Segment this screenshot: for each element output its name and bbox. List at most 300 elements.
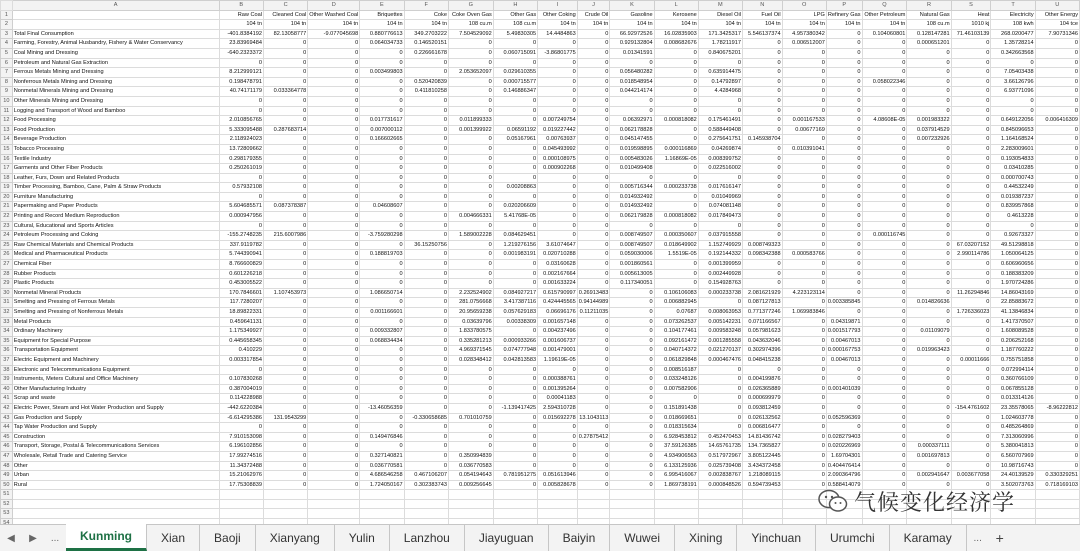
data-cell[interactable]: 0 — [493, 432, 537, 442]
data-cell[interactable]: 104 tn — [862, 20, 907, 30]
data-cell[interactable]: 0 — [907, 231, 951, 241]
data-cell[interactable]: 3.417387116 — [493, 298, 537, 308]
data-cell[interactable]: 0 — [782, 336, 826, 346]
data-cell[interactable]: 0 — [1035, 231, 1079, 241]
data-cell[interactable]: -8.96222812 — [1035, 403, 1079, 413]
data-cell[interactable]: 0 — [493, 116, 537, 126]
row-header[interactable]: 36 — [1, 346, 13, 356]
data-cell[interactable]: 0 — [538, 87, 578, 97]
data-cell[interactable]: 0 — [1035, 365, 1079, 375]
row-label-cell[interactable]: Garments and Other Fiber Products — [12, 164, 219, 174]
data-cell[interactable]: 0.104060801 — [862, 29, 907, 39]
data-cell[interactable] — [448, 509, 493, 519]
data-cell[interactable]: 0 — [263, 240, 307, 250]
data-cell[interactable]: 3.61074647 — [538, 240, 578, 250]
data-cell[interactable] — [404, 490, 448, 500]
data-cell[interactable]: 36.15250756 — [404, 240, 448, 250]
data-cell[interactable]: 0 — [826, 192, 862, 202]
data-cell[interactable]: 0 — [1035, 298, 1079, 308]
row-label-cell[interactable]: Plastic Products — [12, 279, 219, 289]
data-cell[interactable] — [404, 499, 448, 509]
data-cell[interactable]: 0 — [448, 375, 493, 385]
data-cell[interactable]: 0 — [951, 212, 991, 222]
data-cell[interactable]: 0.003385845 — [826, 298, 862, 308]
data-cell[interactable]: 0.017731617 — [360, 116, 404, 126]
data-cell[interactable]: 0.017616147 — [698, 183, 742, 193]
data-cell[interactable]: 7.90731346 — [1035, 29, 1079, 39]
data-cell[interactable]: 0 — [782, 384, 826, 394]
data-cell[interactable]: 14.86043169 — [991, 288, 1035, 298]
data-cell[interactable]: 0.061829848 — [654, 355, 698, 365]
data-cell[interactable]: 1.086650714 — [360, 288, 404, 298]
data-cell[interactable]: 0 — [404, 269, 448, 279]
row-header[interactable]: 46 — [1, 442, 13, 452]
data-cell[interactable]: 0 — [538, 451, 578, 461]
data-cell[interactable]: 0.001860561 — [610, 260, 654, 270]
data-cell[interactable]: 0 — [826, 308, 862, 318]
data-cell[interactable]: 0 — [743, 154, 783, 164]
data-cell[interactable] — [219, 499, 263, 509]
row-label-cell[interactable]: Food Production — [12, 125, 219, 135]
data-cell[interactable]: 0.009256645 — [448, 480, 493, 490]
row-header[interactable]: 14 — [1, 135, 13, 145]
data-cell[interactable]: 0 — [1035, 432, 1079, 442]
data-cell[interactable]: 0 — [826, 288, 862, 298]
data-cell[interactable]: 2.010856765 — [219, 116, 263, 126]
row-header[interactable]: 11 — [1, 106, 13, 116]
data-cell[interactable]: 0 — [826, 125, 862, 135]
data-cell[interactable]: Other Washed Coal — [308, 10, 360, 20]
data-cell[interactable]: 0 — [577, 125, 610, 135]
data-cell[interactable]: 0.001517793 — [826, 327, 862, 337]
data-cell[interactable]: 0 — [1035, 451, 1079, 461]
data-cell[interactable]: 0 — [782, 135, 826, 145]
data-cell[interactable]: 0 — [610, 423, 654, 433]
data-cell[interactable]: Other Petroleum — [862, 10, 907, 20]
data-cell[interactable]: 0.781951275 — [493, 471, 537, 481]
data-cell[interactable]: 0.036770583 — [448, 461, 493, 471]
data-cell[interactable]: 0 — [219, 221, 263, 231]
data-cell[interactable]: 0 — [538, 231, 578, 241]
row-header[interactable]: 41 — [1, 394, 13, 404]
column-header-I[interactable]: I — [538, 1, 578, 11]
data-cell[interactable]: 0.649122056 — [991, 116, 1035, 126]
data-cell[interactable]: 0 — [951, 279, 991, 289]
data-cell[interactable]: 0.003677058 — [951, 471, 991, 481]
data-cell[interactable]: 0 — [743, 231, 783, 241]
data-cell[interactable]: 0.001983191 — [493, 250, 537, 260]
data-cell[interactable]: 23.83969484 — [219, 39, 263, 49]
data-cell[interactable]: 0 — [263, 212, 307, 222]
data-cell[interactable]: 0 — [698, 96, 742, 106]
tab-more-right[interactable]: ... — [973, 532, 982, 544]
data-cell[interactable]: 0 — [308, 432, 360, 442]
data-cell[interactable]: 0 — [782, 68, 826, 78]
data-cell[interactable]: 22.85883672 — [991, 298, 1035, 308]
data-cell[interactable]: 0 — [1035, 308, 1079, 318]
data-cell[interactable]: 349.2703222 — [404, 29, 448, 39]
row-header[interactable]: 50 — [1, 480, 13, 490]
data-cell[interactable]: 0 — [577, 480, 610, 490]
data-cell[interactable]: 0 — [862, 144, 907, 154]
data-cell[interactable]: 0.002838767 — [698, 471, 742, 481]
data-cell[interactable]: 8.766600829 — [219, 260, 263, 270]
data-cell[interactable]: 337.9119782 — [219, 240, 263, 250]
data-cell[interactable]: Natural Gas — [907, 10, 951, 20]
data-cell[interactable]: 6.93771096 — [991, 87, 1035, 97]
data-cell[interactable]: 0 — [360, 144, 404, 154]
data-cell[interactable]: 0 — [493, 39, 537, 49]
data-cell[interactable]: 0 — [360, 240, 404, 250]
data-cell[interactable]: 0 — [951, 125, 991, 135]
data-cell[interactable]: 0.001395264 — [538, 384, 578, 394]
data-cell[interactable]: 0 — [698, 413, 742, 423]
data-cell[interactable]: 0 — [610, 480, 654, 490]
data-cell[interactable]: 0 — [493, 442, 537, 452]
data-cell[interactable]: 0 — [577, 87, 610, 97]
data-cell[interactable]: 0 — [493, 260, 537, 270]
data-cell[interactable]: 0 — [1035, 327, 1079, 337]
data-cell[interactable]: 0 — [493, 269, 537, 279]
data-cell[interactable]: 0 — [907, 183, 951, 193]
data-cell[interactable]: 13.1043113 — [577, 413, 610, 423]
data-cell[interactable]: 0.11211035 — [577, 308, 610, 318]
data-cell[interactable]: 0 — [743, 96, 783, 106]
row-label-cell[interactable]: Leather, Furs, Down and Related Products — [12, 173, 219, 183]
data-cell[interactable]: 134.7365827 — [743, 442, 783, 452]
data-cell[interactable]: 0 — [951, 317, 991, 327]
data-cell[interactable]: 0.000651201 — [907, 39, 951, 49]
data-cell[interactable]: 0 — [308, 231, 360, 241]
data-cell[interactable]: 0 — [404, 58, 448, 68]
sheet-tab-wuwei[interactable]: Wuwei — [610, 525, 675, 551]
data-cell[interactable]: 0 — [308, 96, 360, 106]
data-cell[interactable]: 0.701010759 — [448, 413, 493, 423]
data-cell[interactable]: 71.46103139 — [951, 29, 991, 39]
data-cell[interactable]: 0 — [538, 173, 578, 183]
data-cell[interactable]: 0 — [782, 240, 826, 250]
data-cell[interactable]: 0 — [448, 423, 493, 433]
data-cell[interactable]: 0 — [654, 87, 698, 97]
data-cell[interactable]: 0.003317854 — [219, 355, 263, 365]
data-cell[interactable]: 3.434372458 — [743, 461, 783, 471]
data-cell[interactable]: 0.019227442 — [538, 125, 578, 135]
data-cell[interactable]: 0.145938704 — [743, 135, 783, 145]
data-cell[interactable]: 0 — [308, 48, 360, 58]
data-cell[interactable]: 0 — [448, 221, 493, 231]
data-cell[interactable]: 0 — [448, 135, 493, 145]
data-cell[interactable]: 0 — [782, 327, 826, 337]
row-header[interactable]: 25 — [1, 240, 13, 250]
data-cell[interactable]: 0 — [907, 212, 951, 222]
data-cell[interactable]: 0 — [493, 96, 537, 106]
data-cell[interactable]: 0.001401039 — [826, 384, 862, 394]
data-cell[interactable]: 0 — [360, 260, 404, 270]
data-cell[interactable]: 6.995416067 — [654, 471, 698, 481]
data-cell[interactable]: 0 — [448, 144, 493, 154]
data-cell[interactable]: 0 — [448, 202, 493, 212]
data-cell[interactable]: 0 — [907, 173, 951, 183]
data-cell[interactable]: 0 — [308, 135, 360, 145]
data-cell[interactable]: 0 — [862, 87, 907, 97]
row-header[interactable]: 40 — [1, 384, 13, 394]
column-header-K[interactable]: K — [610, 1, 654, 11]
data-cell[interactable]: -3.759280298 — [360, 231, 404, 241]
data-cell[interactable]: 0 — [743, 125, 783, 135]
column-header-O[interactable]: O — [782, 1, 826, 11]
data-cell[interactable]: 0 — [610, 471, 654, 481]
data-cell[interactable]: 0 — [610, 432, 654, 442]
data-cell[interactable]: 0 — [826, 68, 862, 78]
data-cell[interactable]: 0 — [743, 87, 783, 97]
data-cell[interactable]: 268.0200477 — [991, 29, 1035, 39]
data-cell[interactable]: 104 tn — [743, 20, 783, 30]
data-cell[interactable]: 0.302974396 — [743, 346, 783, 356]
data-cell[interactable]: 0 — [263, 442, 307, 452]
data-cell[interactable] — [538, 509, 578, 519]
data-cell[interactable]: 2.990114786 — [951, 250, 991, 260]
data-cell[interactable]: 0 — [577, 375, 610, 385]
data-cell[interactable]: 0 — [360, 355, 404, 365]
data-cell[interactable]: 0.106106083 — [654, 288, 698, 298]
data-cell[interactable]: 281.0756668 — [448, 298, 493, 308]
data-cell[interactable]: 170.7846601 — [219, 288, 263, 298]
data-cell[interactable]: 0 — [360, 173, 404, 183]
data-cell[interactable] — [308, 509, 360, 519]
row-label-cell[interactable]: Gas Production and Supply — [12, 413, 219, 423]
data-cell[interactable] — [360, 490, 404, 500]
data-cell[interactable]: 5.380041813 — [991, 442, 1035, 452]
data-cell[interactable]: 0 — [577, 317, 610, 327]
data-cell[interactable]: 0 — [577, 96, 610, 106]
data-cell[interactable]: 0 — [493, 375, 537, 385]
row-label-cell[interactable]: Furniture Manufacturing — [12, 192, 219, 202]
data-cell[interactable]: 0.074777948 — [493, 346, 537, 356]
data-cell[interactable]: 1.107453973 — [263, 288, 307, 298]
column-header-G[interactable]: G — [448, 1, 493, 11]
row-header[interactable]: 31 — [1, 298, 13, 308]
data-cell[interactable]: 0 — [826, 77, 862, 87]
row-label-cell[interactable]: Transportation Equipment — [12, 346, 219, 356]
data-cell[interactable]: 0 — [308, 461, 360, 471]
data-cell[interactable]: 1.726336023 — [951, 308, 991, 318]
data-cell[interactable]: 17.75308839 — [219, 480, 263, 490]
data-cell[interactable]: 0 — [862, 240, 907, 250]
data-cell[interactable]: -6.614295386 — [219, 413, 263, 423]
data-cell[interactable]: 0 — [862, 260, 907, 270]
data-cell[interactable]: 0.071166567 — [743, 317, 783, 327]
data-cell[interactable]: 0 — [404, 106, 448, 116]
data-cell[interactable]: 0 — [448, 403, 493, 413]
column-header-B[interactable]: B — [219, 1, 263, 11]
data-cell[interactable]: 0 — [826, 365, 862, 375]
data-cell[interactable]: 49.51298818 — [991, 240, 1035, 250]
data-cell[interactable]: 0 — [263, 480, 307, 490]
data-cell[interactable]: 104 tn — [360, 20, 404, 30]
data-cell[interactable]: 0 — [654, 135, 698, 145]
data-cell[interactable]: 0 — [404, 375, 448, 385]
data-cell[interactable]: 0 — [577, 173, 610, 183]
data-cell[interactable]: 0.845096653 — [991, 125, 1035, 135]
data-cell[interactable]: 104 tce — [1035, 20, 1079, 30]
row-label-cell[interactable]: Smelting and Pressing of Ferrous Metals — [12, 298, 219, 308]
data-cell[interactable]: 0.058022346 — [862, 77, 907, 87]
data-cell[interactable]: 0.01049969 — [698, 192, 742, 202]
data-cell[interactable]: 0 — [862, 432, 907, 442]
data-cell[interactable] — [308, 499, 360, 509]
data-cell[interactable]: 0 — [1035, 192, 1079, 202]
data-cell[interactable]: 0 — [826, 375, 862, 385]
data-cell[interactable]: 0 — [1035, 77, 1079, 87]
data-cell[interactable]: 0 — [826, 423, 862, 433]
sheet-tab-xian[interactable]: Xian — [147, 525, 200, 551]
data-cell[interactable]: Briquettes — [360, 10, 404, 20]
data-cell[interactable]: 0 — [826, 164, 862, 174]
row-header[interactable]: 17 — [1, 164, 13, 174]
data-cell[interactable]: 6.196102856 — [219, 442, 263, 452]
data-cell[interactable]: 13.72809662 — [219, 144, 263, 154]
data-cell[interactable] — [577, 490, 610, 500]
row-label-cell[interactable]: Tap Water Production and Supply — [12, 423, 219, 433]
data-cell[interactable]: 0 — [907, 202, 951, 212]
data-cell[interactable]: 0.001633224 — [538, 279, 578, 289]
data-cell[interactable]: 0 — [577, 384, 610, 394]
data-cell[interactable]: LPG — [782, 10, 826, 20]
data-cell[interactable]: 0 — [862, 48, 907, 58]
row-header[interactable]: 23 — [1, 221, 13, 231]
data-cell[interactable]: 0.005483026 — [610, 154, 654, 164]
data-cell[interactable]: 104 tn — [263, 20, 307, 30]
data-cell[interactable]: 0.000350607 — [654, 231, 698, 241]
row-header[interactable]: 49 — [1, 471, 13, 481]
data-cell[interactable]: 0.006512007 — [782, 39, 826, 49]
data-cell[interactable]: 0.635914475 — [698, 68, 742, 78]
data-cell[interactable]: 0 — [404, 221, 448, 231]
data-cell[interactable]: 0 — [951, 336, 991, 346]
data-cell[interactable] — [219, 509, 263, 519]
data-cell[interactable]: 0 — [951, 423, 991, 433]
data-cell[interactable]: 0.03160628 — [538, 260, 578, 270]
data-cell[interactable]: 0.193054833 — [991, 154, 1035, 164]
data-cell[interactable]: 0 — [404, 346, 448, 356]
data-cell[interactable]: 0 — [951, 365, 991, 375]
column-header-A[interactable]: A — [12, 1, 219, 11]
data-cell[interactable]: 0 — [991, 96, 1035, 106]
data-cell[interactable]: 0 — [577, 260, 610, 270]
row-label-cell[interactable] — [12, 20, 219, 30]
data-cell[interactable]: 0 — [698, 106, 742, 116]
data-cell[interactable]: 0 — [360, 183, 404, 193]
data-cell[interactable]: 0 — [308, 375, 360, 385]
data-cell[interactable]: 0 — [404, 260, 448, 270]
data-cell[interactable] — [743, 490, 783, 500]
data-cell[interactable]: 0 — [610, 317, 654, 327]
data-cell[interactable]: 0 — [577, 365, 610, 375]
data-cell[interactable]: 0.001657148 — [538, 317, 578, 327]
data-cell[interactable]: 0 — [308, 327, 360, 337]
data-cell[interactable]: 0.411810258 — [404, 87, 448, 97]
data-cell[interactable]: 0 — [610, 221, 654, 231]
data-cell[interactable]: 0.014932492 — [610, 202, 654, 212]
data-cell[interactable]: 0 — [360, 279, 404, 289]
data-cell[interactable]: 0 — [862, 394, 907, 404]
sheet-tab-xianyang[interactable]: Xianyang — [256, 525, 335, 551]
data-cell[interactable]: 0 — [743, 279, 783, 289]
data-cell[interactable]: 0.06392971 — [610, 116, 654, 126]
sheet-tab-yulin[interactable]: Yulin — [335, 525, 390, 551]
data-cell[interactable]: 0 — [308, 39, 360, 49]
data-cell[interactable]: 0 — [862, 279, 907, 289]
data-cell[interactable]: -442.6220384 — [219, 403, 263, 413]
data-cell[interactable]: 0 — [907, 365, 951, 375]
data-cell[interactable]: 0.520420839 — [404, 77, 448, 87]
data-cell[interactable]: 14.4484863 — [538, 29, 578, 39]
data-cell[interactable]: 0.000233738 — [698, 288, 742, 298]
data-cell[interactable]: 0.052596369 — [826, 413, 862, 423]
data-cell[interactable]: -0.330658685 — [404, 413, 448, 423]
data-cell[interactable]: 0 — [493, 154, 537, 164]
data-cell[interactable]: 0 — [493, 451, 537, 461]
data-cell[interactable]: 0 — [610, 355, 654, 365]
row-label-cell[interactable]: Other Manufacturing Industry — [12, 384, 219, 394]
data-cell[interactable]: 0 — [826, 39, 862, 49]
data-cell[interactable]: 0 — [951, 164, 991, 174]
row-label-cell[interactable]: Scrap and waste — [12, 394, 219, 404]
data-cell[interactable]: 0 — [951, 269, 991, 279]
data-cell[interactable]: 4.686546258 — [360, 471, 404, 481]
tab-more-left[interactable]: ... — [50, 532, 60, 544]
data-cell[interactable]: 0 — [951, 451, 991, 461]
row-header[interactable]: 6 — [1, 58, 13, 68]
data-cell[interactable]: 0.043632046 — [743, 336, 783, 346]
data-cell[interactable]: 0 — [782, 212, 826, 222]
row-label-cell[interactable]: Printing and Record Medium Reproduction — [12, 212, 219, 222]
data-cell[interactable]: 0 — [308, 308, 360, 318]
row-label-cell[interactable]: Nonmetal Mineral Products — [12, 288, 219, 298]
data-cell[interactable]: 0.007232926 — [907, 135, 951, 145]
data-cell[interactable]: Refinery Gas — [826, 10, 862, 20]
data-cell[interactable]: 0 — [782, 260, 826, 270]
data-cell[interactable]: 0 — [577, 461, 610, 471]
data-cell[interactable]: 0 — [448, 192, 493, 202]
data-cell[interactable]: 0 — [263, 135, 307, 145]
data-cell[interactable]: 0 — [782, 221, 826, 231]
data-cell[interactable]: 0.198478791 — [219, 77, 263, 87]
data-cell[interactable]: 0 — [743, 221, 783, 231]
data-cell[interactable]: 0 — [493, 279, 537, 289]
data-cell[interactable]: 0.019963423 — [907, 346, 951, 356]
data-cell[interactable]: 0 — [743, 365, 783, 375]
data-cell[interactable]: 0 — [404, 164, 448, 174]
tab-scroll-right-icon[interactable]: ▶ — [29, 532, 37, 544]
column-header-M[interactable]: M — [698, 1, 742, 11]
sheet-tab-kunming[interactable]: Kunming — [66, 524, 147, 551]
row-header[interactable]: 7 — [1, 68, 13, 78]
data-cell[interactable]: 0 — [308, 58, 360, 68]
row-label-cell[interactable]: Petroleum and Natural Gas Extraction — [12, 58, 219, 68]
data-cell[interactable]: 104 tn — [538, 20, 578, 30]
data-cell[interactable]: 0.452470453 — [698, 432, 742, 442]
data-cell[interactable]: 0.037914529 — [907, 125, 951, 135]
data-cell[interactable]: 0 — [448, 260, 493, 270]
data-cell[interactable]: -154.4761602 — [951, 403, 991, 413]
row-label-cell[interactable]: Equipment for Special Purpose — [12, 336, 219, 346]
data-cell[interactable]: 0.025739408 — [698, 461, 742, 471]
data-cell[interactable]: 0 — [743, 269, 783, 279]
data-cell[interactable]: 0 — [538, 365, 578, 375]
data-cell[interactable]: 0.166602665 — [360, 135, 404, 145]
data-cell[interactable]: 0 — [577, 39, 610, 49]
